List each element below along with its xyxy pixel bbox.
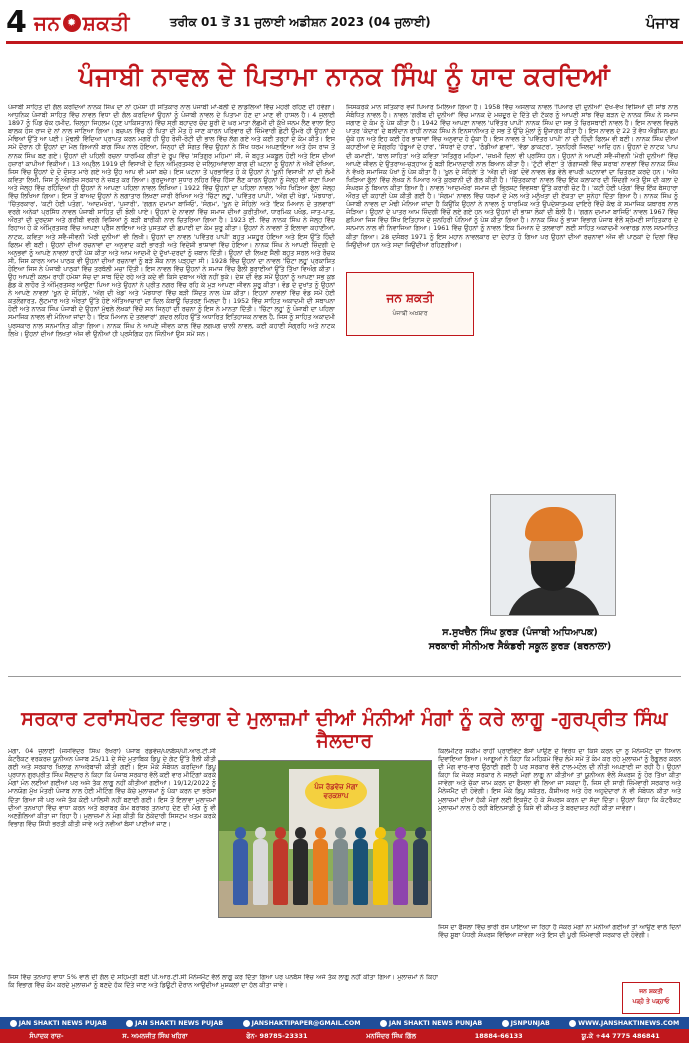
social-link-youtube[interactable]: JAN SHAKTI NEWS PUJAB — [126, 1020, 223, 1027]
logo-text-right: ਸ਼ਕਤੀ — [82, 10, 130, 35]
article-body-column: ਜਿਸਕਰਕੇ ਮਾਨ ਸਤਿਕਾਰ ਵਜੋਂ ਪਿਆਰ ਮਿਲਿਆ ਗਿਆ ਹੈ। 1958 ਵਿੱਚ ਅਸਲਾਕ ਨਾਵਲ 'ਪਿਆਰ ਦੀ ਦੁਨੀਆਂ' ਦੱਖ-ਵੱਖ ਵਿਸ਼ਿਆਂ ਦੀ ਸਾਂਝ ਨਾਲ ਸੰਬੰਧਿਤ ਨਾਵਲ ਹੈ। ਨਾਵਲ 'ਗਰੀਬ ਦੀ ਦੁਨੀਆਂ' ਵਿੱਚ ਮਾਨਕ ਦੇ ਮਜ਼ਦੂਰ ਦੇ ਦਿੱਤੇ ਦੀ ਟੱਕਰ ਨੂੰ ਆਪਣੀ ਸਾਂਝ ਵਿੱਚ ਬੜਨ ਦੇ ਨਾਨਕ ਸਿੰਘ ਨੇ ਸਮਾਜ ਜਗਾਣ ਦੇ ਕੰਮ ਨੂੰ ਪੇਸ਼ ਕੀਤਾ ਹੈ। 1942 ਵਿੱਚ ਆਪਣਾ ਨਾਵਲ 'ਪਵਿੱਤਰ ਪਾਪੀ' ਨਾਨਕ ਸਿੰਘ ਦਾ ਸਭ ਤੋਂ ਚਿਰਸਥਾਈ ਨਾਵਲ ਹੈ। ਇਸ ਨਾਵਲ ਵਿਚਲੇ ਪਾਤਰ 'ਕੇਦਾਰ' ਦੇ ਬਲੀਦਾਨ ਰਾਹੀਂ ਨਾਨਕ ਸਿੰਘ ਨੇ ਇਨਸਾਨੀਅਤ ਦੇ ਸਭ ਤੋਂ ਉੱਚੇ ਮੁੱਲਾਂ ਨੂੰ ਉਜਾਗਰ ਕੀਤਾ ਹੈ। ਇਸ ਨਾਵਲ ਦੇ 22 ਤੋਂ ਵੱਧ ਐਡੀਸ਼ਨ ਛਪ ਚੁੱਕੇ ਹਨ ਅਤੇ ਇਹ ਕਈ ਹੋਰ ਭਾਸ਼ਾਵਾਂ ਵਿੱਚ ਅਨੁਵਾਦ ਹੋ ਚੁੱਕਾ ਹੈ। ਇਸ ਨਾਵਲ ਤੇ 'ਪਵਿੱਤਰ ਪਾਪੀ' ਨਾਂ ਦੀ ਹਿੰਦੀ ਫਿਲਮ ਵੀ ਬਣੀ। ਨਾਨਕ ਸਿੰਘ ਦੀਆਂ ਕਹਾਣੀਆਂ ਦੇ ਸੰਗ੍ਰਹਿ 'ਹੰਝੂਆਂ ਦੇ ਹਾਰ', 'ਸੱਧਰਾਂ ਦੇ ਹਾਰ', 'ਠੰਡੀਆਂ ਛਾਵਾਂ', 'ਵੱਡਾ ਡਾਕਟਰ', 'ਸੁਨਹਿਰੀ ਜਿਲਦ' ਆਦਿ ਹਨ। ਉਹਨਾਂ ਦੇ ਨਾਟਕ 'ਪਾਪ ਦੀ ਕਮਾਈ', 'ਬਾਲ ਸਾਹਿਤ' ਅਤੇ ਕਵਿਤਾ 'ਸਤਿਗੁਰ ਮਹਿਮਾ', 'ਜ਼ਖ਼ਮੀ ਦਿਲ' ਵੀ ਪ੍ਰਸਿੱਧ ਹਨ। ਉਹਨਾਂ ਨੇ ਆਪਣੀ ਸਵੈ-ਜੀਵਨੀ 'ਮੇਰੀ ਦੁਨੀਆਂ' ਵਿੱਚ ਆਪਣੇ ਜੀਵਨ ਦੇ ਉਤਰਾਅ-ਚੜ੍ਹਾਅ ਨੂੰ ਬੜੀ ਇਮਾਨਦਾਰੀ ਨਾਲ ਬਿਆਨ ਕੀਤਾ ਹੈ। 'ਟੁੱਟੀ ਵੀਣਾ' ਤੇ 'ਗੰਗਾਜਲੀ ਵਿੱਚ ਸ਼ਰਾਬ' ਨਾਵਲਾਂ ਵਿੱਚ ਨਾਨਕ ਸਿੰਘ ਨੇ ਵੱਖਰੇ ਸਮਾਜਿਕ ਪੱਖਾਂ ਨੂੰ ਪੇਸ਼ ਕੀਤਾ ਹੈ। 'ਖੂਨ ਦੇ ਸੋਹਿਲੇ' ਤੇ 'ਅੱਗ ਦੀ ਖੇਡ' ਦੋਵੇਂ ਨਾਵਲ ਵੰਡ ਵੇਲੇ ਵਾਪਰੀ ਘਟਨਾਵਾਂ ਦਾ ਚਿਤਰਣ ਕਰਦੇ ਹਨ। 'ਅੱਧ ਖਿੜਿਆ ਫੁੱਲ' ਵਿੱਚ ਲੇਖਕ ਨੇ ਪਿਆਰ ਅਤੇ ਕੁਰਬਾਨੀ ਦੀ ਗੱਲ ਕੀਤੀ ਹੈ। 'ਚਿੱਤਰਕਾਰ' ਨਾਵਲ ਵਿੱਚ ਇੱਕ ਕਲਾਕਾਰ ਦੀ ਜ਼ਿੰਦਗੀ ਅਤੇ ਉਸ ਦੀ ਕਲਾ ਦੇ ਸੰਘਰਸ਼ ਨੂੰ ਬਿਆਨ ਕੀਤਾ ਗਿਆ ਹੈ। ਨਾਵਲ 'ਆਦਮਖੋਰ' ਸਮਾਜ ਦੀ ਭ੍ਰਿਸ਼ਟ ਵਿਵਸਥਾ ਉੱਤੇ ਕਰਾਰੀ ਚੋਟ ਹੈ। 'ਕਟੀ ਹੋਈ ਪਤੰਗ' ਵਿੱਚ ਇੱਕ ਬੇਸਹਾਰਾ ਔਰਤ ਦੀ ਕਹਾਣੀ ਪੇਸ਼ ਕੀਤੀ ਗਈ ਹੈ। 'ਸੰਗਮ' ਨਾਵਲ ਵਿੱਚ ਧਰਮਾਂ ਦੇ ਮੇਲ ਅਤੇ ਮਨੁੱਖਤਾ ਦੀ ਏਕਤਾ ਦਾ ਸੁਨੇਹਾ ਦਿੱਤਾ ਗਿਆ ਹੈ। ਨਾਨਕ ਸਿੰਘ ਨੂੰ ਪੰਜਾਬੀ ਨਾਵਲ ਦਾ ਮੋਢੀ ਮੰਨਿਆ ਜਾਂਦਾ ਹੈ ਕਿਉਂਕਿ ਉਹਨਾਂ ਨੇ ਨਾਵਲ ਨੂੰ ਧਾਰਮਿਕ ਅਤੇ ਉਪਦੇਸ਼ਾਤਮਕ ਦਾਇਰੇ ਵਿੱਚੋਂ ਕੱਢ ਕੇ ਸਮਾਜਿਕ ਯਥਾਰਥ ਨਾਲ ਜੋੜਿਆ। ਉਹਨਾਂ ਦੇ ਪਾਤਰ ਆਮ ਜ਼ਿੰਦਗੀ ਵਿੱਚੋਂ ਲਏ ਗਏ ਹਨ ਅਤੇ ਉਹਨਾਂ ਦੀ ਭਾਸ਼ਾ ਲੋਕਾਂ ਦੀ ਬੋਲੀ ਹੈ। 'ਗਗਨ ਦਮਾਮਾ ਬਾਜਿਓ' ਨਾਵਲ 1967 ਵਿੱਚ ਛਪਿਆ ਜਿਸ ਵਿੱਚ ਸਿੱਖ ਇਤਿਹਾਸ ਦੇ ਸੁਨਹਿਰੀ ਪੰਨਿਆਂ ਨੂੰ ਪੇਸ਼ ਕੀਤਾ ਗਿਆ ਹੈ। ਨਾਨਕ ਸਿੰਘ ਨੂੰ ਭਾਸ਼ਾ ਵਿਭਾਗ ਪੰਜਾਬ ਵੱਲੋਂ ਸ਼੍ਰੋਮਣੀ ਸਾਹਿਤਕਾਰ ਦੇ ਸਨਮਾਨ ਨਾਲ ਵੀ ਨਿਵਾਜਿਆ ਗਿਆ। 1961 ਵਿੱਚ ਉਹਨਾਂ ਨੂੰ ਨਾਵਲ 'ਇਕ ਮਿਆਨ ਦੋ ਤਲਵਾਰਾਂ' ਲਈ ਸਾਹਿਤ ਅਕਾਦਮੀ ਅਵਾਰਡ ਨਾਲ ਸਨਮਾਨਿਤ ਕੀਤਾ ਗਿਆ। 28 ਦਸੰਬਰ 1971 ਨੂੰ ਇਸ ਮਹਾਨ ਨਾਵਲਕਾਰ ਦਾ ਦੇਹਾਂਤ ਹੋ ਗਿਆ ਪਰ ਉਹਨਾਂ ਦੀਆਂ ਰਚਨਾਵਾਂ ਅੱਜ ਵੀ ਪਾਠਕਾਂ ਦੇ ਦਿਲਾਂ ਵਿੱਚ ਜਿਉਂਦੀਆਂ ਹਨ ਅਤੇ ਸਦਾ ਜਿਉਂਦੀਆਂ ਰਹਿਣਗੀਆਂ। — [346, 104, 678, 249]
article-headline: ਸਰਕਾਰ ਟਰਾਂਸਪੋਰਟ ਵਿਭਾਗ ਦੇ ਮੁਲਾਜ਼ਮਾਂ ਦੀਆਂ ਮੰਨੀਆਂ ਮੰਗਾਂ ਨੂੰ ਕਰੇ ਲਾਗੂ -ਗੁਰਪ੍ਰੀਤ ਸਿੰਘ ਜੈਲਦਾਰ — [21, 708, 668, 752]
issue-date: ਤਰੀਕ 01 ਤੋਂ 31 ਜੁਲਾਈ ਅਡੀਸ਼ਨ 2023 (04 ਜੁਲਾਈ) — [169, 15, 431, 29]
globe-icon — [569, 1020, 576, 1027]
article-body-column: ਜਿਸ ਵਿੱਚ ਤਨਖਾਹ ਵਾਧਾ 5% ਵਾਲੇ ਦੀ ਗੱਲ ਦੇ ਸਹਿਮਤੀ ਬਣੀ ਪੀ.ਆਰ.ਟੀ.ਸੀ ਮੈਨੇਜਮੈਂਟ ਵੱਲੋਂ ਲਾਗੂ ਕਰ ਦਿੱਤਾ ਗਿਆ ਪਰ ਪਨਬੱਸ ਵਿੱਚ ਅਜੇ ਤੱਕ ਲਾਗੂ ਨਹੀਂ ਕੀਤਾ ਗਿਆ। ਮੁਲਾਜ਼ਮਾਂ ਨੇ ਕਿਹਾ ਕਿ ਵਿਭਾਗ ਵਿੱਚ ਕੰਮ ਕਰਦੇ ਮੁਲਾਜ਼ਮਾਂ ਨੂੰ ਬਣਦੇ ਹੱਕ ਦਿੱਤੇ ਜਾਣ ਅਤੇ ਡਿਊਟੀ ਦੌਰਾਨ ਆਉਂਦੀਆਂ ਮੁਸ਼ਕਲਾਂ ਦਾ ਹੱਲ ਕੀਤਾ ਜਾਵੇ। — [8, 974, 438, 990]
social-link-email[interactable]: JANSHAKTIPAPER@GMAIL.COM — [243, 1020, 361, 1027]
logo-text-left: ਜਨ — [34, 10, 61, 35]
author-name: ਸ.ਸੁਖਚੈਨ ਸਿੰਘ ਕੁਰੜ (ਪੰਜਾਬੀ ਅਧਿਆਪਕ) — [442, 627, 598, 638]
youtube-icon — [126, 1020, 133, 1027]
article-body-column: ਪੰਜਾਬੀ ਸਾਹਿਤ ਦੀ ਗੱਲ ਕਰਦਿਆਂ ਨਾਨਕ ਸਿੰਘ ਦਾ ਨਾਂ ਹਮੇਸ਼ਾ ਹੀ ਸਤਿਕਾਰ ਨਾਲ ਪੰਜਾਬੀ ਮਾਂ-ਬੋਲੀ ਦੇ ਲਾਡਲਿਆਂ ਵਿੱਚ ਮੋਹਰੀ ਰਹਿਣ ਦੀ ਹੋਵੇਗਾ। ਆਧੁਨਿਕ ਪੰਜਾਬੀ ਸਾਹਿਤ ਵਿੱਚ ਨਾਵਲ ਵਿਧਾ ਦੀ ਗੱਲ ਕਰਦਿਆਂ ਉਹਨਾਂ ਨੂੰ ਪੰਜਾਬੀ ਨਾਵਲ ਦੇ ਪਿਤਾਮਾ ਹੋਣ ਦਾ ਮਾਣ ਵੀ ਹਾਸਲ ਹੈ। 4 ਜੁਲਾਈ 1897 ਨੂੰ ਪਿੰਡ ਚੱਕ ਹਮੀਦ, ਜ਼ਿਲ੍ਹਾ ਜਿਹਲਮ (ਹੁਣ ਪਾਕਿਸਤਾਨ) ਵਿੱਚ ਸ੍ਰੀ ਬਹਾਦਰ ਚੰਦ ਸੂਰੀ ਦੇ ਘਰ ਮਾਤਾ ਲੱਛਮੀ ਦੀ ਕੁੱਖੋਂ ਜਨਮ ਲੈਣ ਵਾਲਾ ਇਹ ਬਾਲਕ ਹੰਸ ਰਾਜ ਦੇ ਨਾਂ ਨਾਲ ਜਾਣਿਆ ਗਿਆ। ਬਚਪਨ ਵਿੱਚ ਹੀ ਪਿਤਾ ਦੀ ਮੌਤ ਹੋ ਜਾਣ ਕਾਰਨ ਪਰਿਵਾਰ ਦੀ ਜ਼ਿੰਮੇਵਾਰੀ ਛੋਟੀ ਉਮਰੇ ਹੀ ਉਹਨਾਂ ਦੇ ਮੋਢਿਆਂ ਉੱਤੇ ਆ ਪਈ। ਮੁੱਢਲੀ ਵਿੱਦਿਆ ਪ੍ਰਾਪਤ ਕਰਨ ਮਗਰੋਂ ਹੀ ਉਹ ਰੋਜ਼ੀ-ਰੋਟੀ ਦੀ ਭਾਲ ਵਿੱਚ ਲੱਗ ਗਏ ਅਤੇ ਕਈ ਤਰ੍ਹਾਂ ਦੇ ਕੰਮ ਕੀਤੇ। ਇਸ ਸਮੇਂ ਦੌਰਾਨ ਹੀ ਉਹਨਾਂ ਦਾ ਮੇਲ ਗਿਆਨੀ ਬਾਗ ਸਿੰਘ ਨਾਲ ਹੋਇਆ, ਜਿਨ੍ਹਾਂ ਦੀ ਸੰਗਤ ਵਿੱਚ ਉਹਨਾਂ ਨੇ ਸਿੱਖ ਧਰਮ ਅਪਣਾਇਆ ਅਤੇ ਹੰਸ ਰਾਜ ਤੋਂ ਨਾਨਕ ਸਿੰਘ ਬਣ ਗਏ। ਉਹਨਾਂ ਦੀ ਪਹਿਲੀ ਰਚਨਾ ਧਾਰਮਿਕ ਗੀਤਾਂ ਦੇ ਰੂਪ ਵਿੱਚ 'ਸਤਿਗੁਰ ਮਹਿਮਾ' ਸੀ, ਜੋ ਬਹੁਤ ਮਕਬੂਲ ਹੋਈ ਅਤੇ ਇਸ ਦੀਆਂ ਹਜ਼ਾਰਾਂ ਕਾਪੀਆਂ ਵਿਕੀਆਂ। 13 ਅਪ੍ਰੈਲ 1919 ਦੀ ਵਿਸਾਖੀ ਦੇ ਦਿਨ ਅੰਮ੍ਰਿਤਸਰ ਦੇ ਜਲ੍ਹਿਆਂਵਾਲਾ ਬਾਗ ਦੀ ਘਟਨਾ ਨੂੰ ਉਹਨਾਂ ਨੇ ਅੱਖੀਂ ਦੇਖਿਆ, ਜਿਸ ਵਿੱਚ ਉਹਨਾਂ ਦੇ ਦੋ ਦੋਸਤ ਮਾਰੇ ਗਏ ਅਤੇ ਉਹ ਆਪ ਵੀ ਮਸਾਂ ਬਚੇ। ਇਸ ਘਟਨਾ ਤੋਂ ਪ੍ਰਭਾਵਿਤ ਹੋ ਕੇ ਉਹਨਾਂ ਨੇ 'ਖੂਨੀ ਵਿਸਾਖੀ' ਨਾਂ ਦੀ ਲੰਮੀ ਕਵਿਤਾ ਲਿਖੀ, ਜਿਸ ਨੂੰ ਅੰਗਰੇਜ਼ ਸਰਕਾਰ ਨੇ ਜ਼ਬਤ ਕਰ ਲਿਆ। ਗੁਰਦੁਆਰਾ ਸੁਧਾਰ ਲਹਿਰ ਵਿੱਚ ਹਿੱਸਾ ਲੈਣ ਕਾਰਨ ਉਹਨਾਂ ਨੂੰ ਜੇਲ੍ਹ ਵੀ ਜਾਣਾ ਪਿਆ ਅਤੇ ਜੇਲ੍ਹ ਵਿੱਚ ਰਹਿੰਦਿਆਂ ਹੀ ਉਹਨਾਂ ਨੇ ਆਪਣਾ ਪਹਿਲਾ ਨਾਵਲ ਲਿਖਿਆ। 1922 ਵਿੱਚ ਉਹਨਾਂ ਦਾ ਪਹਿਲਾ ਨਾਵਲ 'ਅੱਧ ਖਿੜਿਆ ਫੁੱਲ' ਜੇਲ੍ਹ ਵਿੱਚ ਲਿਖਿਆ ਗਿਆ। ਇਸ ਤੋਂ ਬਾਅਦ ਉਹਨਾਂ ਨੇ ਲਗਾਤਾਰ ਲਿਖਣਾ ਜਾਰੀ ਰੱਖਿਆ ਅਤੇ 'ਚਿੱਟਾ ਲਹੂ', 'ਪਵਿੱਤਰ ਪਾਪੀ', 'ਅੱਗ ਦੀ ਖੇਡ', 'ਮੰਝਧਾਰ', 'ਚਿੱਤਰਕਾਰ', 'ਕਟੀ ਹੋਈ ਪਤੰਗ', 'ਆਦਮਖੋਰ', 'ਪੁਜਾਰੀ', 'ਗਗਨ ਦਮਾਮਾ ਬਾਜਿਓ', 'ਸੰਗਮ', 'ਖੂਨ ਦੇ ਸੋਹਿਲੇ' ਅਤੇ 'ਇਕ ਮਿਆਨ ਦੋ ਤਲਵਾਰਾਂ' ਵਰਗੇ ਅਨੇਕਾਂ ਪ੍ਰਸਿੱਧ ਨਾਵਲ ਪੰਜਾਬੀ ਸਾਹਿਤ ਦੀ ਝੋਲੀ ਪਾਏ। ਉਹਨਾਂ ਦੇ ਨਾਵਲਾਂ ਵਿੱਚ ਸਮਾਜ ਦੀਆਂ ਕੁਰੀਤੀਆਂ, ਧਾਰਮਿਕ ਪਖੰਡ, ਜਾਤ-ਪਾਤ, ਔਰਤਾਂ ਦੀ ਦੁਰਦਸ਼ਾ ਅਤੇ ਗਰੀਬੀ ਵਰਗੇ ਵਿਸ਼ਿਆਂ ਨੂੰ ਬੜੀ ਬਾਰੀਕੀ ਨਾਲ ਚਿਤਰਿਆ ਗਿਆ ਹੈ। 1923 ਈ. ਵਿੱਚ ਨਾਨਕ ਸਿੰਘ ਨੇ ਜੇਲ੍ਹ ਵਿੱਚ ਰਿਹਾਅ ਹੋ ਕੇ ਅੰਮ੍ਰਿਤਸਰ ਵਿੱਚ ਆਪਣਾ ਪ੍ਰੈੱਸ ਲਾਇਆ ਅਤੇ ਪੁਸਤਕਾਂ ਦੀ ਛਪਾਈ ਦਾ ਕੰਮ ਸ਼ੁਰੂ ਕੀਤਾ। ਉਹਨਾਂ ਨੇ ਨਾਵਲਾਂ ਤੋਂ ਇਲਾਵਾ ਕਹਾਣੀਆਂ, ਨਾਟਕ, ਕਵਿਤਾ ਅਤੇ ਸਵੈ-ਜੀਵਨੀ 'ਮੇਰੀ ਦੁਨੀਆਂ' ਵੀ ਲਿਖੀ। ਉਹਨਾਂ ਦਾ ਨਾਵਲ 'ਪਵਿੱਤਰ ਪਾਪੀ' ਬਹੁਤ ਮਸ਼ਹੂਰ ਹੋਇਆ ਅਤੇ ਇਸ ਉੱਤੇ ਹਿੰਦੀ ਫਿਲਮ ਵੀ ਬਣੀ। ਉਹਨਾਂ ਦੀਆਂ ਰਚਨਾਵਾਂ ਦਾ ਅਨੁਵਾਦ ਕਈ ਭਾਰਤੀ ਅਤੇ ਵਿਦੇਸ਼ੀ ਭਾਸ਼ਾਵਾਂ ਵਿੱਚ ਹੋਇਆ। ਨਾਨਕ ਸਿੰਘ ਨੇ ਆਪਣੀ ਜ਼ਿੰਦਗੀ ਦੇ ਅਨੁਭਵਾਂ ਨੂੰ ਆਪਣੇ ਨਾਵਲਾਂ ਰਾਹੀਂ ਪੇਸ਼ ਕੀਤਾ ਅਤੇ ਆਮ ਆਦਮੀ ਦੇ ਦੁੱਖਾਂ-ਦਰਦਾਂ ਨੂੰ ਜ਼ਬਾਨ ਦਿੱਤੀ। ਉਹਨਾਂ ਦੀ ਲਿਖਣ ਸ਼ੈਲੀ ਬਹੁਤ ਸਰਲ ਅਤੇ ਰੌਚਕ ਸੀ, ਜਿਸ ਕਾਰਨ ਆਮ ਪਾਠਕ ਵੀ ਉਹਨਾਂ ਦੀਆਂ ਰਚਨਾਵਾਂ ਨੂੰ ਬੜੇ ਸ਼ੌਕ ਨਾਲ ਪੜ੍ਹਦਾ ਸੀ। 1928 ਵਿੱਚ ਉਹਨਾਂ ਦਾ ਨਾਵਲ 'ਚਿੱਟਾ ਲਹੂ' ਪ੍ਰਕਾਸ਼ਿਤ ਹੋਇਆ ਜਿਸ ਨੇ ਪੰਜਾਬੀ ਪਾਠਕਾਂ ਵਿੱਚ ਤਰਥੱਲੀ ਮਚਾ ਦਿੱਤੀ। ਇਸ ਨਾਵਲ ਵਿੱਚ ਉਹਨਾਂ ਨੇ ਸਮਾਜ ਵਿੱਚ ਫੈਲੀ ਬੁਰਾਈਆਂ ਉੱਤੇ ਤਿੱਖਾ ਵਿਅੰਗ ਕੀਤਾ। ਉਹ ਆਪਣੀ ਕਲਮ ਰਾਹੀਂ ਹਮੇਸ਼ਾ ਸੱਚ ਦਾ ਸਾਥ ਦਿੰਦੇ ਰਹੇ ਅਤੇ ਕਦੇ ਵੀ ਕਿਸੇ ਦਬਾਅ ਅੱਗੇ ਨਹੀਂ ਝੁਕੇ। ਦੇਸ਼ ਦੀ ਵੰਡ ਸਮੇਂ ਉਹਨਾਂ ਨੂੰ ਆਪਣਾ ਸਭ ਕੁਝ ਛੱਡ ਕੇ ਲਾਹੌਰ ਤੋਂ ਅੰਮ੍ਰਿਤਸਰ ਆਉਣਾ ਪਿਆ ਅਤੇ ਉਹਨਾਂ ਨੇ ਪ੍ਰੀਤ ਨਗਰ ਵਿੱਚ ਰਹਿ ਕੇ ਮੁੜ ਆਪਣਾ ਜੀਵਨ ਸ਼ੁਰੂ ਕੀਤਾ। ਵੰਡ ਦੇ ਦੁਖਾਂਤ ਨੂੰ ਉਹਨਾਂ ਨੇ ਆਪਣੇ ਨਾਵਲਾਂ 'ਖੂਨ ਦੇ ਸੋਹਿਲੇ', 'ਅੱਗ ਦੀ ਖੇਡ' ਅਤੇ 'ਮੰਝਧਾਰ' ਵਿੱਚ ਬੜੀ ਸ਼ਿੱਦਤ ਨਾਲ ਪੇਸ਼ ਕੀਤਾ। ਇਹਨਾਂ ਨਾਵਲਾਂ ਵਿੱਚ ਵੰਡ ਸਮੇਂ ਹੋਈ ਕਤਲੋਗਾਰਤ, ਲੁੱਟਮਾਰ ਅਤੇ ਔਰਤਾਂ ਉੱਤੇ ਹੋਏ ਅੱਤਿਆਚਾਰਾਂ ਦਾ ਦਿਲ ਕੰਬਾਊ ਚਿਤਰਣ ਮਿਲਦਾ ਹੈ। 1952 ਵਿੱਚ ਸਾਹਿਤ ਅਕਾਦਮੀ ਦੀ ਸਥਾਪਨਾ ਹੋਈ ਅਤੇ ਨਾਨਕ ਸਿੰਘ ਪੰਜਾਬੀ ਦੇ ਉਹਨਾਂ ਮੁੱਢਲੇ ਲੇਖਕਾਂ ਵਿੱਚੋਂ ਸਨ ਜਿਨ੍ਹਾਂ ਦੀ ਰਚਨਾ ਨੂੰ ਇਸ ਨੇ ਮਾਨਤਾ ਦਿੱਤੀ। 'ਚਿੱਟਾ ਲਹੂ' ਨੂੰ ਪੰਜਾਬੀ ਦਾ ਪਹਿਲਾ ਸਮਾਜਿਕ ਨਾਵਲ ਵੀ ਮੰਨਿਆ ਜਾਂਦਾ ਹੈ। 'ਇਕ ਮਿਆਨ ਦੋ ਤਲਵਾਰਾਂ' ਗ਼ਦਰ ਲਹਿਰ ਉੱਤੇ ਅਧਾਰਿਤ ਇਤਿਹਾਸਕ ਨਾਵਲ ਹੈ, ਜਿਸ ਨੂੰ ਸਾਹਿਤ ਅਕਾਦਮੀ ਪੁਰਸਕਾਰ ਨਾਲ ਸਨਮਾਨਿਤ ਕੀਤਾ ਗਿਆ। ਨਾਨਕ ਸਿੰਘ ਨੇ ਆਪਣੇ ਜੀਵਨ ਕਾਲ ਵਿੱਚ ਲਗਪਗ ਚਾਲੀ ਨਾਵਲ, ਕਈ ਕਹਾਣੀ ਸੰਗ੍ਰਹਿ ਅਤੇ ਨਾਟਕ ਲਿਖੇ। ਉਹਨਾਂ ਦੀਆਂ ਲਿਖਤਾਂ ਅੱਜ ਵੀ ਉਨੀਆਂ ਹੀ ਪ੍ਰਸੰਗਿਕ ਹਨ ਜਿੰਨੀਆਂ ਉਸ ਸਮੇਂ ਸਨ। — [8, 104, 335, 338]
mini-ad-line: ਪੜ੍ਹੋ ਤੇ ਪੜ੍ਹਾਓ — [632, 998, 670, 1005]
section-label: ਪੰਜਾਬ — [645, 13, 679, 32]
facebook-icon — [10, 1020, 17, 1027]
news-photo — [218, 760, 432, 918]
social-link-facebook[interactable]: JAN SHAKTI NEWS PUJAB — [10, 1020, 107, 1027]
ad-logo: ਜਨ ਸ਼ਕਤੀ — [386, 290, 434, 305]
newspaper-logo — [34, 8, 130, 38]
social-link-website[interactable]: WWW.JANSHAKTINEWS.COM — [569, 1020, 679, 1027]
ad-subtitle: ਪੰਜਾਬੀ ਅਖ਼ਬਾਰ — [392, 309, 428, 317]
article-body-column: ਜਿਸ ਦਾ ਫੈਸਲਾ ਵਿੱਚ ਭਾਰੀ ਰੋਸ ਪਾਇਆ ਜਾ ਰਿਹਾ ਹੈ ਜੇਕਰ ਮੰਗਾਂ ਨਾ ਮੰਨੀਆਂ ਗਈਆਂ ਤਾਂ ਆਉਣ ਵਾਲੇ ਦਿਨਾਂ ਵਿੱਚ ਸੂਬਾ ਪੱਧਰੀ ਸੰਘਰਸ਼ ਵਿੱਢਿਆ ਜਾਵੇਗਾ ਅਤੇ ਇਸ ਦੀ ਪੂਰੀ ਜ਼ਿੰਮੇਵਾਰੀ ਸਰਕਾਰ ਦੀ ਹੋਵੇਗੀ। — [438, 924, 681, 940]
credit-item: ਯੂ.ਕੇ +44 7775 486841 — [581, 1031, 660, 1040]
email-icon — [243, 1020, 250, 1027]
footer-social-bar — [0, 1017, 689, 1029]
credit-item: ਮਨਜਿੰਦਰ ਸਿੰਘ ਗਿੱਲ — [366, 1031, 417, 1040]
author-portrait — [490, 494, 616, 616]
credit-item: ਫੋਨ- 98785-23331 — [246, 1031, 308, 1040]
article-headline: ਪੰਜਾਬੀ ਨਾਵਲ ਦੇ ਪਿਤਾਮਾ ਨਾਨਕ ਸਿੰਘ ਨੂੰ ਯਾਦ ਕਰਦਿਆਂ — [78, 62, 611, 91]
mini-ad-line: ਜਨ ਸ਼ਕਤੀ — [639, 988, 663, 995]
author-school: ਸਰਕਾਰੀ ਸੀਨੀਅਰ ਸੈਕੰਡਰੀ ਸਕੂਲ ਕੁਰੜ (ਬਰਨਾਲਾ) — [428, 641, 612, 652]
masthead — [6, 4, 683, 44]
mini-advertisement[interactable] — [622, 982, 680, 1014]
banner-text: ਵਰਕਸ਼ਾਪ — [323, 792, 349, 800]
social-link-twitter[interactable]: JSNPUNJAB — [502, 1020, 550, 1027]
photo-banner — [305, 775, 367, 809]
divider — [8, 676, 681, 677]
advertisement-box[interactable] — [346, 272, 474, 336]
article-body-column: ਮੋਗਾ, 04 ਜੁਲਾਈ (ਜਸਵਿੰਦਰ ਸਿੰਘ ਰੱਖਰਾ) ਪੰਜਾਬ ਰੋਡਵੇਜ਼/ਪਨਬੱਸ/ਪੀ.ਆਰ.ਟੀ.ਸੀ ਕੰਟਰੈਕਟ ਵਰਕਰਜ਼ ਯੂਨੀਅਨ ਪੰਜਾਬ 25/11 ਦੇ ਸੱਦੇ ਮੁਤਾਬਿਕ ਡਿਪੂ ਦੇ ਗੇਟ ਉੱਤੇ ਰੈਲੀ ਕੀਤੀ ਗਈ ਅਤੇ ਸਰਕਾਰ ਖਿਲਾਫ਼ ਨਾਅਰੇਬਾਜ਼ੀ ਕੀਤੀ ਗਈ। ਇਸ ਮੌਕੇ ਸੰਬੋਧਨ ਕਰਦਿਆਂ ਡਿਪੂ ਪ੍ਰਧਾਨ ਗੁਰਪ੍ਰੀਤ ਸਿੰਘ ਜੈਲਦਾਰ ਨੇ ਕਿਹਾ ਕਿ ਪੰਜਾਬ ਸਰਕਾਰ ਵੱਲੋਂ ਕਈ ਵਾਰ ਮੀਟਿੰਗਾਂ ਕਰਕੇ ਮੰਗਾਂ ਮੰਨ ਲਈਆਂ ਗਈਆਂ ਪਰ ਅਜੇ ਤੱਕ ਲਾਗੂ ਨਹੀਂ ਕੀਤੀਆਂ ਗਈਆਂ। 19/12/2022 ਨੂੰ ਮਾਨਯੋਗ ਮੁੱਖ ਮੰਤਰੀ ਪੰਜਾਬ ਨਾਲ ਹੋਈ ਮੀਟਿੰਗ ਵਿੱਚ ਕੱਚੇ ਮੁਲਾਜ਼ਮਾਂ ਨੂੰ ਪੱਕਾ ਕਰਨ ਦਾ ਭਰੋਸਾ ਦਿੱਤਾ ਗਿਆ ਸੀ ਪਰ ਅਜੇ ਤੱਕ ਕੋਈ ਪਾਲਿਸੀ ਨਹੀਂ ਬਣਾਈ ਗਈ। ਇਸ ਤੋਂ ਇਲਾਵਾ ਮੁਲਾਜ਼ਮਾਂ ਦੀਆਂ ਤਨਖਾਹਾਂ ਵਿੱਚ ਵਾਧਾ ਕਰਨ ਅਤੇ ਬਰਾਬਰ ਕੰਮ ਬਰਾਬਰ ਤਨਖਾਹ ਦੇਣ ਦੀ ਮੰਗ ਨੂੰ ਵੀ ਅਣਗੌਲਿਆਂ ਕੀਤਾ ਜਾ ਰਿਹਾ ਹੈ। ਮੁਲਾਜ਼ਮਾਂ ਨੇ ਮੰਗ ਕੀਤੀ ਕਿ ਠੇਕੇਦਾਰੀ ਸਿਸਟਮ ਖਤਮ ਕਰਕੇ ਵਿਭਾਗ ਵਿੱਚ ਸਿੱਧੀ ਭਰਤੀ ਕੀਤੀ ਜਾਵੇ ਅਤੇ ਨਵੀਆਂ ਬੱਸਾਂ ਪਾਈਆਂ ਜਾਣ। — [8, 748, 216, 828]
credit-item: ਸ. ਅਮਨਜੀਤ ਸਿੰਘ ਖਹਿਰਾ — [122, 1031, 188, 1040]
credit-item: 18884-66133 — [474, 1032, 523, 1040]
page-number: 4 — [6, 5, 27, 40]
footer-credits-bar — [0, 1029, 689, 1043]
banner-text: ਪੰਜ ਰੋਡਵੇਜ਼ ਮੋਗਾ — [314, 783, 358, 791]
instagram-icon — [380, 1020, 387, 1027]
author-caption — [360, 626, 680, 654]
article-body-column: ਕਿਲੋਮੀਟਰ ਸਕੀਮ ਰਾਹੀਂ ਪ੍ਰਾਈਵੇਟ ਬੱਸਾਂ ਪਾਉਣ ਦੇ ਵਿਰੋਧ ਦਾ ਕਿਸੇ ਕਰਨ ਦਾ ਨੂੰ ਮੈਨੇਜਮੈਂਟ ਦਾ ਧਿਆਨ ਦਿਵਾਇਆ ਗਿਆ। ਆਗੂਆਂ ਨੇ ਕਿਹਾ ਕਿ ਮਹਿਕਮੇ ਵਿੱਚ ਲੰਮੇ ਸਮੇਂ ਤੋਂ ਕੰਮ ਕਰ ਰਹੇ ਮੁਲਾਜ਼ਮਾਂ ਨੂੰ ਰੈਗੂਲਰ ਕਰਨ ਦੀ ਮੰਗ ਵਾਰ-ਵਾਰ ਉਠਾਈ ਗਈ ਹੈ ਪਰ ਸਰਕਾਰ ਵੱਲੋਂ ਟਾਲ-ਮਟੋਲ ਦੀ ਨੀਤੀ ਅਪਣਾਈ ਜਾ ਰਹੀ ਹੈ। ਉਹਨਾਂ ਕਿਹਾ ਕਿ ਜੇਕਰ ਸਰਕਾਰ ਨੇ ਜਲਦੀ ਮੰਗਾਂ ਲਾਗੂ ਨਾ ਕੀਤੀਆਂ ਤਾਂ ਯੂਨੀਅਨ ਵੱਲੋਂ ਸੰਘਰਸ਼ ਨੂੰ ਹੋਰ ਤਿੱਖਾ ਕੀਤਾ ਜਾਵੇਗਾ ਅਤੇ ਚੱਕਾ ਜਾਮ ਕਰਨ ਦਾ ਫੈਸਲਾ ਵੀ ਲਿਆ ਜਾ ਸਕਦਾ ਹੈ, ਜਿਸ ਦੀ ਸਾਰੀ ਜ਼ਿੰਮੇਵਾਰੀ ਸਰਕਾਰ ਅਤੇ ਮੈਨੇਜਮੈਂਟ ਦੀ ਹੋਵੇਗੀ। ਇਸ ਮੌਕੇ ਡਿਪੂ ਸਕੱਤਰ, ਕੈਸ਼ੀਅਰ ਅਤੇ ਹੋਰ ਅਹੁਦੇਦਾਰਾਂ ਨੇ ਵੀ ਸੰਬੋਧਨ ਕੀਤਾ ਅਤੇ ਮੁਲਾਜ਼ਮਾਂ ਦੀਆਂ ਹੱਕੀ ਮੰਗਾਂ ਲਈ ਇਕਜੁੱਟ ਹੋ ਕੇ ਸੰਘਰਸ਼ ਕਰਨ ਦਾ ਸੱਦਾ ਦਿੱਤਾ। ਉਹਨਾਂ ਕਿਹਾ ਕਿ ਕੰਟਰੈਕਟ ਮੁਲਾਜ਼ਮਾਂ ਨਾਲ ਹੋ ਰਹੀ ਬੇਇਨਸਾਫ਼ੀ ਨੂੰ ਕਿਸੇ ਵੀ ਕੀਮਤ ਤੇ ਬਰਦਾਸ਼ਤ ਨਹੀਂ ਕੀਤਾ ਜਾਵੇਗਾ। — [438, 748, 681, 812]
social-link-instagram[interactable]: JAN SHAKTI NEWS PUNJAB — [380, 1020, 482, 1027]
twitter-icon — [502, 1020, 509, 1027]
logo-flame-icon: ✹ — [63, 14, 81, 32]
credit-item: ਸੰਪਾਦਕ ਰਾਜ਼- — [29, 1031, 64, 1040]
